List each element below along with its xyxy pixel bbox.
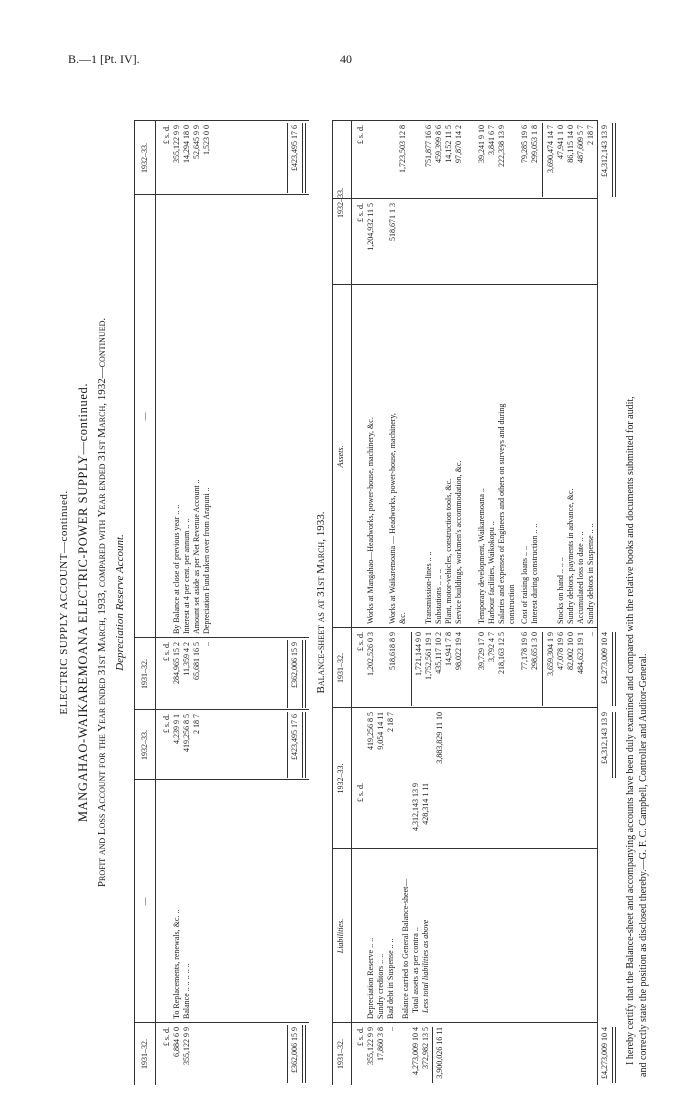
bs-liab-1933: 419,256 8 5 <box>366 712 375 750</box>
bs-head-1933: 1932–33. <box>336 763 345 794</box>
bs-liab-1932: 17,860 3 8 <box>376 1027 385 1061</box>
bs-liab-1932: 4,273,009 10 4 <box>411 1027 420 1075</box>
bs-asset-label: Substations .. .. .. <box>434 569 443 624</box>
reserve-title: Depreciation Reserve Account. <box>114 534 126 671</box>
bs-liab-1932: .. <box>386 1027 395 1031</box>
dr-credit-label: Amount set aside as per Net Revenue Account .. <box>192 479 201 634</box>
dr-debit-1933: 419,256 8 5 <box>182 714 191 752</box>
bs-asset-1933: 222,338 13 9 <box>497 125 506 167</box>
bs-lsd: £ s. d. <box>356 783 365 803</box>
dr-total-1933: £423,495 17 6 <box>290 714 299 760</box>
bs-asset-label: Plant, motor-vehicles, construction tools, &c. <box>444 478 453 624</box>
balance-sheet-title: Balance-sheet as at 31st March, 1933. <box>315 511 327 694</box>
pl-title: Profit and Loss Account for the Year ended 31st March, 1933, compared with Year ended 31st March, 1932—continued. <box>96 317 108 888</box>
bs-liab-label: Sundry creditors .. .. <box>376 953 385 1019</box>
bs-liab-label: Total assets as per contra .. <box>411 927 420 1013</box>
bs-asset-label: Cost of raising loans .. .. <box>520 546 529 624</box>
bs-head-1932: 1931–32. <box>336 1039 345 1069</box>
dr-head-1932-r: 1931–32. <box>140 659 149 689</box>
bs-asset-1932: 14,941 7 8 <box>444 632 453 666</box>
bs-asset-1933: 97,870 14 2 <box>454 125 463 163</box>
dr-head-1933: 1932–33. <box>140 730 149 760</box>
bs-asset-1932: 77,178 19 6 <box>520 632 529 670</box>
supply-title: MANGAHAO-WAIKAREMOANA ELECTRIC-POWER SUPPLY—continued. <box>76 382 90 823</box>
account-title: ELECTRIC SUPPLY ACCOUNT—continued. <box>58 490 70 715</box>
dr-head-blank-r: — <box>140 412 149 421</box>
bs-lsd: £ s. d. <box>356 203 365 223</box>
bs-asset-1933: 3,690,474 14 7 <box>546 125 555 173</box>
bs-asset-label: Sundry debtors, payments in advance, &c. <box>566 488 575 624</box>
dr-head-blank: — <box>140 897 149 906</box>
bs-liab-total-1933: £4,312,143 13 9 <box>600 712 609 764</box>
certificate-line-1: I hereby certify that the Balance-sheet and accompanying accounts have been duly examined and compared with the relative books and documents submitted for audit, <box>625 396 636 1065</box>
bs-liab-label: Balance carried to General Balance-sheet— <box>401 878 410 1019</box>
bs-asset-label: Stocks on hand .. .. .. <box>556 557 565 624</box>
bs-asset-1933: 2 18 7 <box>586 125 595 145</box>
dr-lsd: £ s. d. <box>162 125 171 145</box>
bs-asset-1932: 98,022 19 4 <box>454 632 463 670</box>
dr-credit-1932: .. <box>202 642 211 646</box>
bs-liab-1932: 355,122 9 9 <box>366 1027 375 1065</box>
dr-credit-1932: 65,681 16 5 <box>192 642 201 680</box>
bs-lsd: £ s. d. <box>356 1027 365 1047</box>
bs-asset-label: Service buildings, workmen's accommodation, &c. <box>454 460 463 624</box>
bs-head-liabilities: Liabilities. <box>336 918 345 954</box>
bs-liab-1933-inner: 428,314 1 11 <box>421 783 430 825</box>
bs-asset-label: Salaries and expenses of Engineers and others on surveys and during construction <box>497 403 516 624</box>
bs-asset-1932: 484,623 19 1 <box>576 632 585 674</box>
dr-credit-1933: 1,523 0 0 <box>202 125 211 155</box>
bs-head-1933-r: 1932–33. <box>336 188 345 218</box>
bs-lsd: £ s. d. <box>356 632 365 652</box>
dr-total-1932: £362,006 15 9 <box>290 642 299 688</box>
dr-total-1933: £423,495 17 6 <box>290 125 299 171</box>
bs-asset-1932: 1,752,561 19 1 <box>424 632 433 680</box>
bs-liab-1933: 2 18 7 <box>386 712 395 732</box>
certificate-line-2: and correctly state the position as disclosed thereby.—G. F. C. Campbell, Controller and Auditor-General. <box>638 653 649 1077</box>
dr-head-1932: 1931–32. <box>140 1039 149 1069</box>
bs-asset-1932: 218,163 12 5 <box>497 632 506 674</box>
bs-asset-1933: 14,152 11 5 <box>444 125 453 163</box>
dr-debit-label: Balance .. .. .. .. .. <box>182 963 191 1019</box>
dr-debit-label: To Replacements, renewals, &c. .. <box>172 909 181 1019</box>
bs-asset-label: Accumulated loss to date .. .. <box>576 531 585 624</box>
bs-asset-1932: 39,729 17 0 <box>477 632 486 670</box>
dr-head-1933-r: 1932–33. <box>140 143 149 173</box>
bs-asset-1933: 79,285 19 6 <box>520 125 529 163</box>
bs-liab-total-1932: £4,273,009 10 4 <box>600 1027 609 1079</box>
bs-liab-1932: 372,982 13 5 <box>421 1027 430 1069</box>
dr-credit-1933: 355,122 9 9 <box>172 125 181 163</box>
bs-asset-total-1933: £4,312,143 13 9 <box>600 125 609 177</box>
dr-credit-1933: 14,294 18 0 <box>182 125 191 163</box>
bs-asset-1932: 298,651 3 0 <box>530 632 539 670</box>
dr-credit-1933: 52,645 9 9 <box>192 125 201 159</box>
rotated-sheet <box>52 120 652 1085</box>
bs-asset-1932: 1,202,526 0 3 <box>366 632 375 676</box>
bs-asset-1933: 86,115 14 0 <box>566 125 575 163</box>
bs-asset-label: Sundry debtors in Suspense .. .. <box>586 523 595 624</box>
bs-asset-1933: 47,941 1 0 <box>556 125 565 159</box>
dr-credit-label: By Balance at close of previous year .. .. <box>172 504 181 634</box>
bs-asset-label: Works at Waikaremoana — Headworks, power-house, machinery, &c. <box>388 413 407 624</box>
bs-head-assets: Assets. <box>336 445 345 468</box>
dr-credit-label: Depreciation Fund taken over from Arapuni .. <box>202 487 211 634</box>
bs-asset-label: Temporary development, Waikaremoana .. <box>477 488 486 624</box>
dr-total-1932: £362,006 15 9 <box>290 1027 299 1073</box>
bs-asset-1933: 518,671 1 3 <box>388 203 397 241</box>
bs-liab-1933: 9,054 14 11 <box>376 712 385 750</box>
bs-asset-1932: 435,117 10 2 <box>434 632 443 674</box>
bs-asset-1933: 39,241 9 10 <box>477 125 486 163</box>
page-number: 40 <box>340 52 352 66</box>
bs-liab-1933-inner: 4,312,143 13 9 <box>411 783 420 831</box>
bs-asset-total-1932: £4,273,009 10 4 <box>600 632 609 684</box>
dr-debit-1933: 4,239 9 1 <box>172 714 181 744</box>
bs-head-1932-r: 1931–32. <box>336 653 345 683</box>
bs-asset-1933: 751,877 16 6 <box>424 125 433 167</box>
dr-debit-1932: 6,884 6 0 <box>172 1027 181 1057</box>
bs-liab-label: Bad debt in Suspense .. .. <box>386 938 395 1019</box>
bs-asset-1932: 3,792 4 7 <box>487 632 496 662</box>
dr-credit-label: Interest at 4 per cent. per annum .. .. <box>182 518 191 634</box>
bs-asset-1932: 518,618 8 9 <box>388 632 397 670</box>
dr-lsd: £ s. d. <box>162 642 171 662</box>
page-ref: B.—1 [Pt. IV]. <box>68 52 140 66</box>
bs-liab-net-1932: 3,900,026 16 11 <box>435 1027 444 1079</box>
bs-asset-1932: .. <box>586 632 595 636</box>
bs-asset-1932: 47,078 19 6 <box>556 632 565 670</box>
bs-asset-label: Harbour facilities, Waikokopu .. <box>487 521 496 624</box>
dr-lsd: £ s. d. <box>162 714 171 734</box>
bs-lsd: £ s. d. <box>356 125 365 145</box>
dr-debit-1932: 355,122 9 9 <box>182 1027 191 1065</box>
bs-asset-1933: 3,841 6 7 <box>487 125 496 155</box>
bs-asset-1932: 82,002 10 0 <box>566 632 575 670</box>
bs-asset-1932: 3,659,304 1 9 <box>546 632 555 676</box>
dr-lsd: £ s. d. <box>162 1027 171 1047</box>
bs-asset-label: Transmission-lines .. .. <box>424 551 433 624</box>
bs-asset-1933: 1,204,932 11 5 <box>366 203 375 251</box>
dr-credit-1932: 11,359 4 2 <box>182 642 191 676</box>
bs-liab-label: Less total liabilities as above <box>421 919 430 1013</box>
bs-asset-1933-sub: 1,723,503 12 8 <box>398 125 407 173</box>
bs-asset-label: Interest during construction .. .. <box>530 523 539 624</box>
bs-asset-label: Works at Mangahao—Headworks, power-house, machinery, &c. <box>366 417 375 624</box>
dr-debit-1933: 2 18 7 <box>192 714 201 734</box>
bs-asset-1933: 487,609 5 7 <box>576 125 585 163</box>
bs-liab-label: Depreciation Reserve .. .. <box>366 937 375 1019</box>
bs-asset-1933: 459,399 8 6 <box>434 125 443 163</box>
dr-credit-1932: 284,965 15 2 <box>172 642 181 684</box>
bs-asset-1933: 299,053 1 8 <box>530 125 539 163</box>
bs-asset-1932: 1,721,144 9 0 <box>414 632 423 676</box>
bs-liab-net-1933: 3,883,829 11 10 <box>435 712 444 764</box>
